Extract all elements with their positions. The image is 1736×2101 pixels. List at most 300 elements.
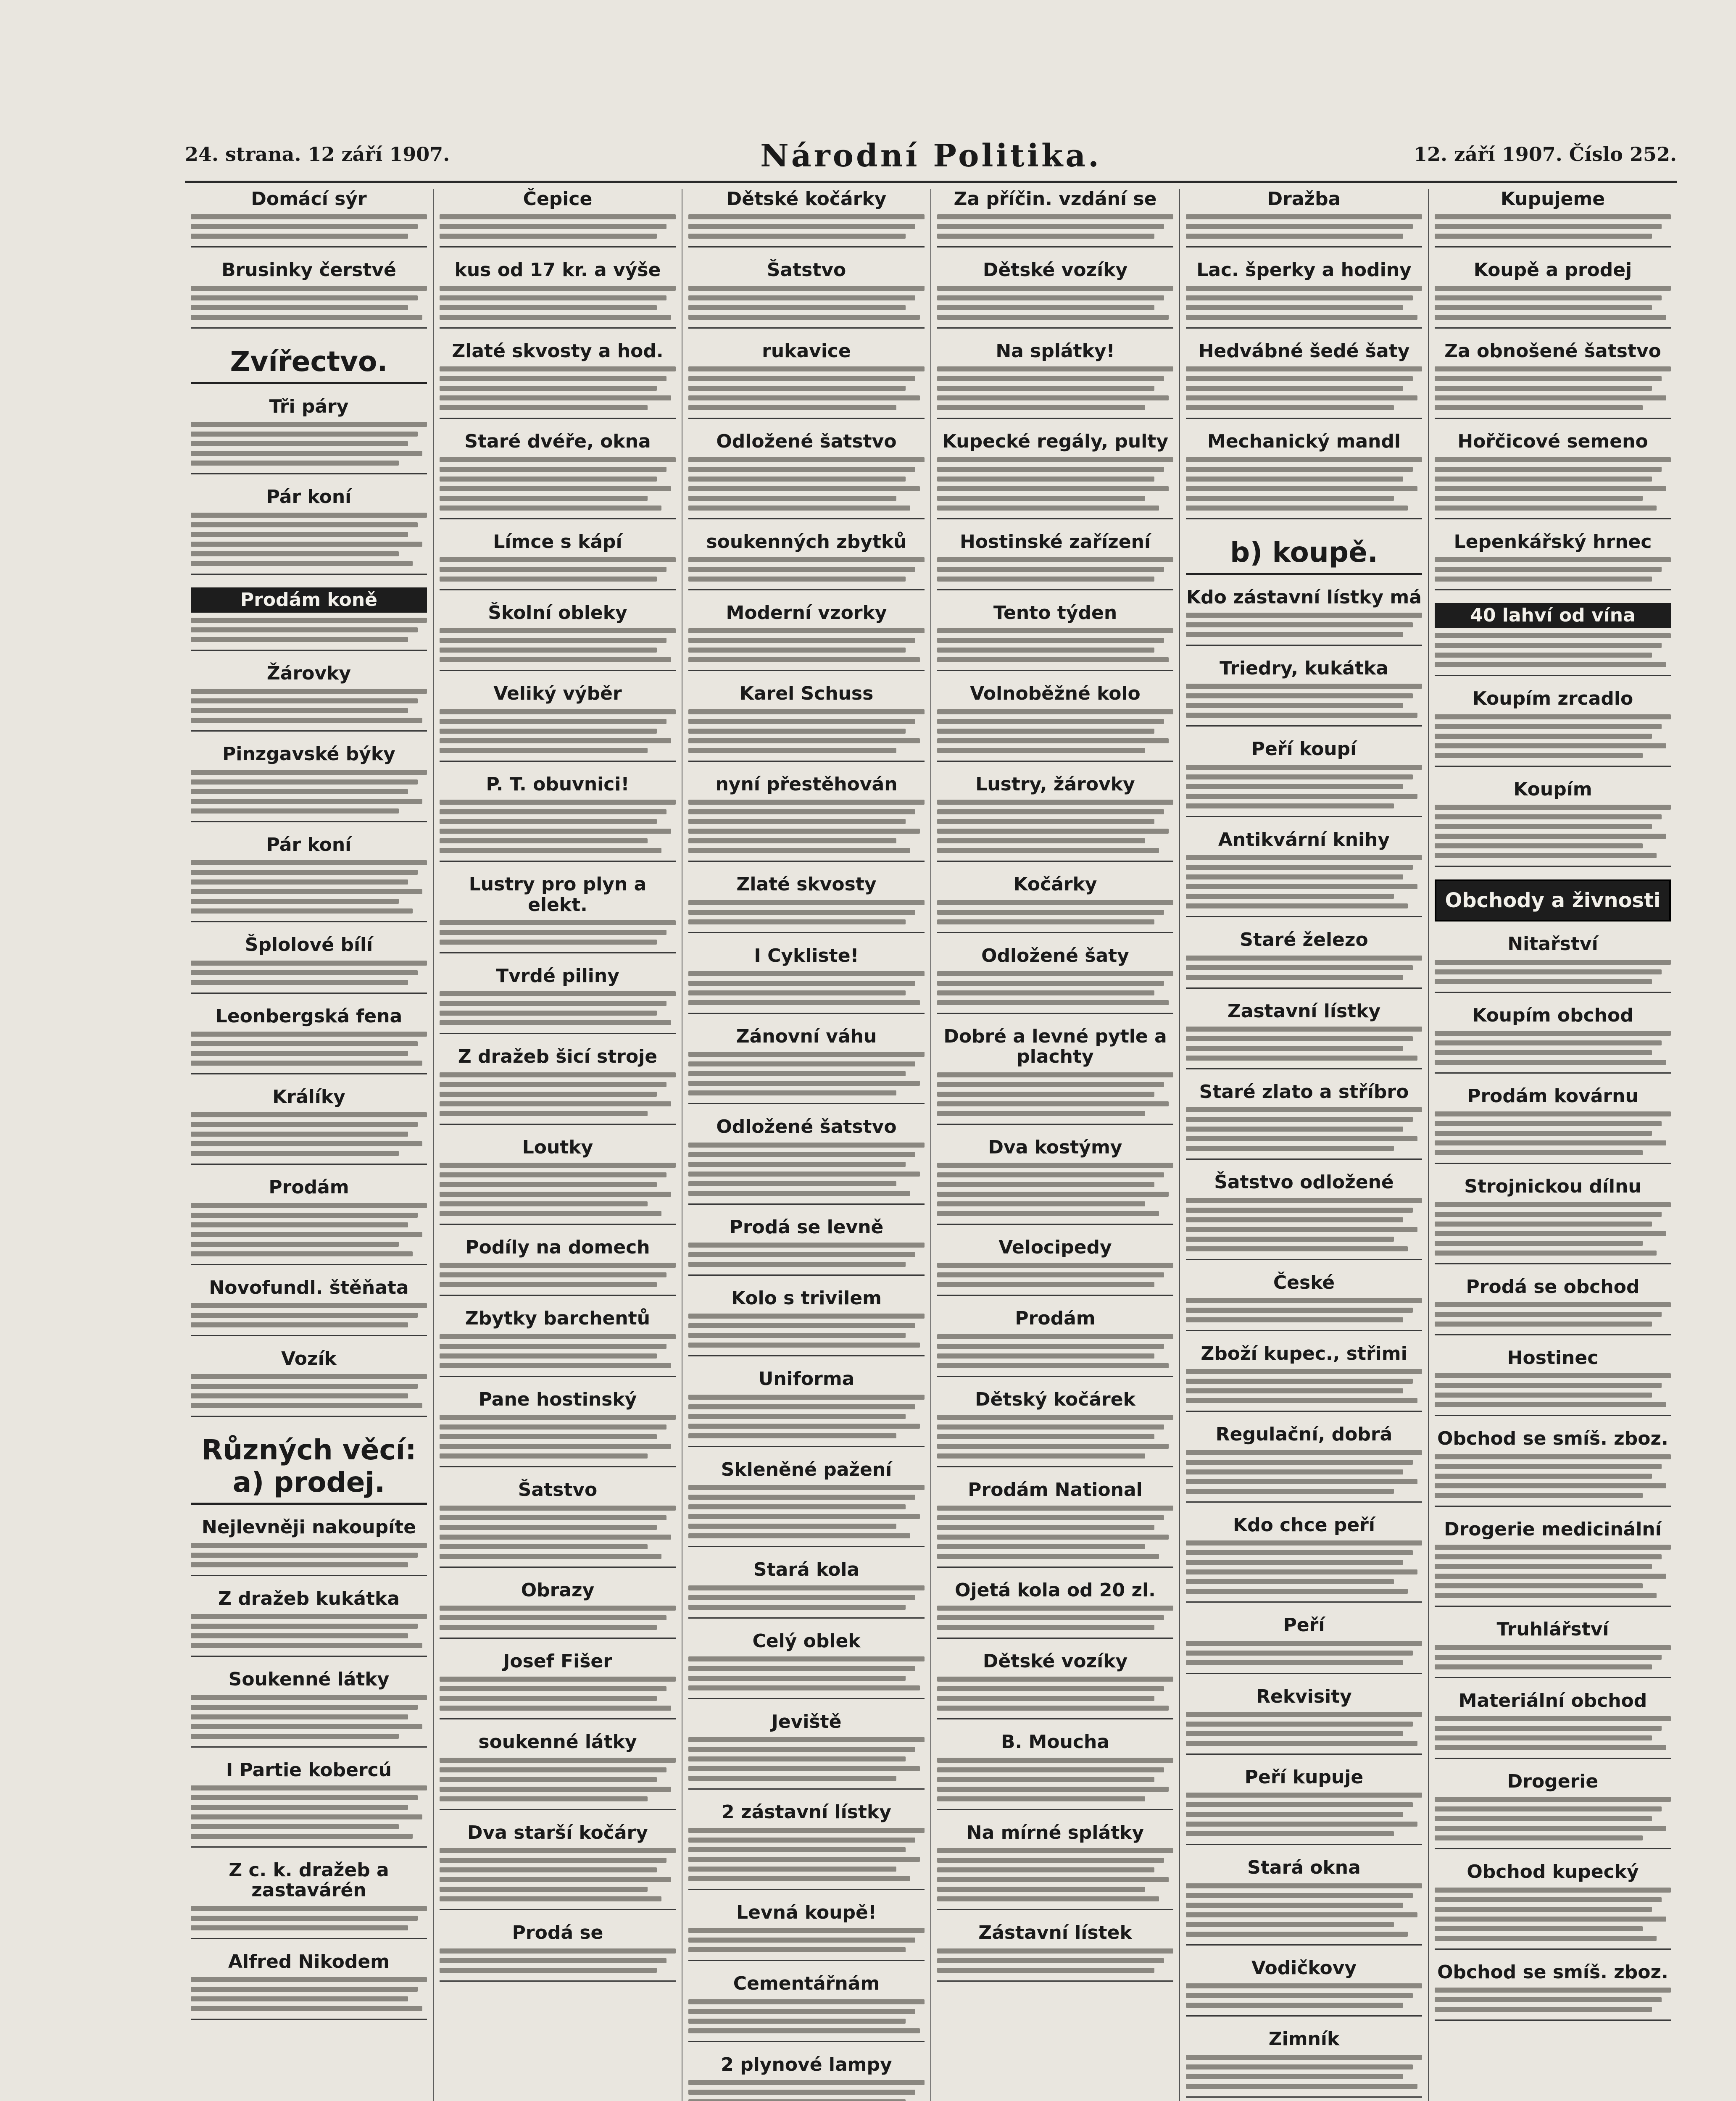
text-line xyxy=(1435,1111,1671,1116)
text-line xyxy=(440,1767,666,1772)
text-line xyxy=(1186,1540,1422,1545)
text-line xyxy=(688,557,925,562)
column-2 xyxy=(433,189,682,2101)
ad-text-lines xyxy=(191,1303,427,1327)
text-line xyxy=(440,657,671,662)
text-line xyxy=(1435,1664,1652,1669)
ad-text-lines xyxy=(440,286,676,320)
text-line xyxy=(1435,979,1652,984)
text-line xyxy=(191,789,408,794)
text-line xyxy=(1186,286,1422,291)
classified-ad xyxy=(191,260,427,328)
text-line xyxy=(937,1677,1173,1682)
text-line xyxy=(440,1848,676,1853)
classified-ad xyxy=(688,1027,925,1104)
text-line xyxy=(191,441,408,446)
ad-text-lines xyxy=(440,457,676,511)
text-line xyxy=(937,800,1173,805)
ad-text-lines xyxy=(1435,286,1671,320)
ad-text-lines xyxy=(688,709,925,753)
text-line xyxy=(440,1082,666,1087)
text-line xyxy=(1186,1793,1422,1798)
text-line xyxy=(440,1535,671,1540)
text-line xyxy=(1435,506,1657,511)
text-line xyxy=(191,1041,418,1046)
column-6 xyxy=(1428,189,1677,2101)
classified-ad xyxy=(191,1517,427,1576)
text-line xyxy=(937,1182,1154,1187)
text-line xyxy=(688,910,915,915)
text-line xyxy=(688,467,915,472)
text-line xyxy=(937,366,1173,371)
ad-heading: Koupím obchod xyxy=(1472,1004,1633,1026)
classified-ad xyxy=(1435,1086,1671,1164)
classified-ad xyxy=(191,1860,427,1939)
text-line xyxy=(688,638,915,643)
text-line xyxy=(1186,774,1413,779)
classified-ad xyxy=(688,1974,925,2042)
ad-text-lines xyxy=(440,991,676,1025)
text-line xyxy=(937,1544,1145,1549)
text-line xyxy=(688,2019,906,2024)
text-line xyxy=(191,698,418,703)
text-line xyxy=(1186,1308,1413,1313)
ad-text-lines xyxy=(1435,1716,1671,1750)
text-line xyxy=(1435,1907,1652,1912)
ad-text-lines xyxy=(440,1848,676,1901)
text-line xyxy=(440,214,676,219)
text-line xyxy=(688,1424,920,1429)
text-line xyxy=(440,1515,666,1520)
classified-ad xyxy=(1435,1772,1671,1849)
text-line xyxy=(688,2028,920,2033)
text-line xyxy=(937,315,1169,320)
ad-heading: nyní přestěhován xyxy=(715,773,898,795)
text-line xyxy=(937,1334,1173,1339)
text-line xyxy=(1435,643,1662,648)
ad-heading: Truhlářství xyxy=(1496,1619,1609,1640)
text-line xyxy=(440,1424,666,1430)
text-line xyxy=(937,1506,1173,1511)
text-line xyxy=(688,1928,925,1933)
classified-ad xyxy=(440,189,676,247)
text-line xyxy=(1186,2074,1403,2079)
text-line xyxy=(688,800,925,805)
ad-heading: Kdo zástavní lístky má xyxy=(1186,586,1422,608)
text-line xyxy=(1435,295,1662,300)
classified-ad xyxy=(937,774,1173,862)
ad-heading: Zastavní lístky xyxy=(1227,1000,1381,1022)
text-line xyxy=(1435,567,1662,572)
ad-text-lines xyxy=(191,1614,427,1648)
classified-ad xyxy=(688,341,925,419)
text-line xyxy=(1186,632,1403,637)
text-line xyxy=(937,1000,1169,1005)
text-line xyxy=(1435,843,1643,848)
ad-heading: B. Moucha xyxy=(1001,1731,1109,1753)
text-line xyxy=(440,1777,657,1782)
text-line xyxy=(191,879,408,885)
text-line xyxy=(688,1514,920,1519)
ad-text-lines xyxy=(1186,457,1422,511)
classified-ad xyxy=(440,1923,676,1981)
text-line xyxy=(1186,1802,1413,1807)
ad-text-lines xyxy=(937,900,1173,924)
text-line xyxy=(688,709,925,714)
ad-text-lines xyxy=(1186,1712,1422,1746)
text-line xyxy=(440,557,676,562)
text-line xyxy=(191,1403,422,1408)
text-line xyxy=(937,305,1154,310)
text-line xyxy=(191,1232,422,1237)
ad-heading: Odložené šaty xyxy=(981,945,1129,966)
text-line xyxy=(937,900,1173,905)
text-line xyxy=(191,1624,418,1629)
ad-text-lines xyxy=(1435,214,1671,239)
text-line xyxy=(937,1424,1164,1430)
text-line xyxy=(191,1695,427,1700)
text-line xyxy=(1435,366,1671,371)
ad-text-lines xyxy=(440,628,676,662)
text-line xyxy=(937,1272,1164,1277)
ad-text-lines xyxy=(937,1848,1173,1901)
ad-text-lines xyxy=(440,1163,676,1216)
text-line xyxy=(688,486,920,491)
classified-ad xyxy=(688,1631,925,1699)
text-line xyxy=(191,870,418,875)
text-line xyxy=(440,991,676,996)
text-line xyxy=(688,1999,925,2004)
text-line xyxy=(1186,1712,1422,1717)
text-line xyxy=(1186,1227,1417,1232)
text-line xyxy=(937,648,1154,653)
text-line xyxy=(1435,1031,1671,1036)
text-line xyxy=(191,1795,418,1800)
ad-heading: Peří kupuje xyxy=(1244,1767,1364,1788)
text-line xyxy=(1435,1483,1666,1488)
text-line xyxy=(191,513,427,518)
ad-heading: Drogerie xyxy=(1507,1771,1599,1793)
text-line xyxy=(937,1777,1154,1782)
text-line xyxy=(1186,1579,1394,1584)
text-line xyxy=(937,405,1145,410)
text-line xyxy=(1435,743,1666,748)
classified-ad xyxy=(688,1369,925,1447)
text-line xyxy=(688,848,910,853)
ad-heading: Prodám xyxy=(1015,1308,1096,1330)
text-line xyxy=(1186,1660,1403,1665)
ad-heading: Na mírné splátky xyxy=(966,1822,1144,1843)
ad-text-lines xyxy=(191,860,427,914)
ad-text-lines xyxy=(1435,1031,1671,1065)
text-line xyxy=(1186,1922,1394,1927)
text-line xyxy=(191,522,418,527)
text-line xyxy=(1186,1117,1413,1122)
text-line xyxy=(440,819,657,824)
ad-text-lines xyxy=(688,1143,925,1196)
text-line xyxy=(937,477,1154,482)
ad-heading: Celý oblek xyxy=(752,1630,861,1652)
classified-ad xyxy=(1435,341,1671,419)
ad-heading: Alfred Nikodem xyxy=(228,1951,390,1972)
classified-ad xyxy=(1186,830,1422,917)
classified-ad xyxy=(688,874,925,933)
text-line xyxy=(937,506,1159,511)
text-line xyxy=(688,1090,896,1095)
text-line xyxy=(1435,714,1671,719)
text-line xyxy=(1435,734,1652,739)
text-line xyxy=(440,386,657,391)
text-line xyxy=(1435,496,1643,501)
text-line xyxy=(440,1948,676,1954)
text-line xyxy=(937,234,1154,239)
text-line xyxy=(1435,1835,1643,1840)
ad-heading: Odložené šatstvo xyxy=(716,431,897,453)
text-line xyxy=(1186,1479,1417,1484)
text-line xyxy=(440,1968,657,1973)
ad-text-lines xyxy=(1435,557,1671,582)
text-line xyxy=(1186,613,1422,618)
ad-heading: Vozík xyxy=(281,1348,337,1370)
ad-text-lines xyxy=(1186,2055,1422,2089)
text-line xyxy=(688,1252,915,1257)
classified-columns xyxy=(185,189,1677,2101)
text-line xyxy=(440,638,666,643)
text-line xyxy=(688,628,925,633)
text-line xyxy=(440,920,676,925)
text-line xyxy=(440,286,676,291)
text-line xyxy=(191,1393,408,1398)
text-line xyxy=(1435,1888,1671,1893)
text-line xyxy=(440,1415,676,1420)
text-line xyxy=(688,1061,915,1066)
ad-heading: Soukenné látky xyxy=(228,1669,390,1690)
text-line xyxy=(937,1434,1154,1439)
text-line xyxy=(1435,969,1662,974)
text-line xyxy=(688,315,920,320)
text-line xyxy=(688,1938,915,1943)
classified-ad xyxy=(191,397,427,474)
text-line xyxy=(191,689,427,694)
ad-heading: Koupím xyxy=(1513,778,1592,800)
ad-text-lines xyxy=(1186,765,1422,808)
text-line xyxy=(1186,2084,1417,2089)
ad-heading: Levná koupě! xyxy=(736,1901,877,1923)
text-line xyxy=(688,1857,920,1862)
ad-heading: Na splátky! xyxy=(996,340,1115,362)
ad-heading: P. T. obuvnici! xyxy=(486,773,630,795)
text-line xyxy=(440,930,666,935)
classified-ad xyxy=(937,260,1173,328)
text-line xyxy=(937,1344,1164,1349)
ad-text-lines xyxy=(440,1506,676,1559)
ad-text-lines xyxy=(1435,960,1671,984)
text-line xyxy=(1435,1593,1657,1598)
text-line xyxy=(1435,1936,1657,1941)
classified-ad xyxy=(1435,689,1671,766)
ad-heading: Mechanický mandl xyxy=(1207,431,1401,453)
text-line xyxy=(1186,395,1417,400)
ad-heading: Podíly na domech xyxy=(465,1237,650,1258)
text-line xyxy=(191,1384,418,1389)
ad-text-lines xyxy=(191,1032,427,1066)
text-line xyxy=(440,1020,671,1025)
ad-heading: Žárovky xyxy=(266,662,351,684)
ad-heading: Šplolové bílí xyxy=(245,934,373,956)
text-line xyxy=(937,1282,1154,1287)
ad-text-lines xyxy=(937,366,1173,410)
text-line xyxy=(1435,214,1671,219)
text-line xyxy=(191,1313,418,1318)
text-line xyxy=(191,1977,427,1982)
newspaper-title: Národní Politika. xyxy=(760,138,1101,174)
classified-ad xyxy=(1186,1344,1422,1412)
text-line xyxy=(937,557,1173,562)
text-line xyxy=(191,1814,422,1819)
classified-ad xyxy=(1186,739,1422,817)
ad-heading: Za obnošené šatstvo xyxy=(1444,340,1661,362)
classified-ad xyxy=(688,1460,925,1547)
ad-heading: Nitařství xyxy=(1507,933,1598,955)
classified-ad xyxy=(440,966,676,1034)
text-line xyxy=(1186,1136,1417,1141)
ad-heading: Triedry, kukátka xyxy=(1220,657,1388,679)
classified-ad xyxy=(688,1560,925,1618)
classified-ad xyxy=(440,532,676,590)
ad-heading: Domácí sýr xyxy=(251,188,367,210)
classified-ad xyxy=(1186,432,1422,519)
classified-ad xyxy=(1435,1691,1671,1759)
ad-heading: Lepenkářský hrnec xyxy=(1454,531,1652,553)
text-line xyxy=(440,1758,676,1763)
text-line xyxy=(688,1666,915,1671)
classified-ad xyxy=(1186,1082,1422,1160)
text-line xyxy=(1435,653,1652,658)
ad-heading: Prodám koně xyxy=(191,587,427,613)
text-line xyxy=(937,1101,1169,1106)
text-line xyxy=(937,1787,1169,1792)
text-line xyxy=(1435,457,1671,462)
text-line xyxy=(1186,457,1422,462)
text-line xyxy=(440,1696,657,1701)
text-line xyxy=(440,366,676,371)
text-line xyxy=(688,1395,925,1400)
text-line xyxy=(1435,805,1671,810)
ad-heading: Zástavní lístek xyxy=(978,1922,1132,1944)
ad-text-lines xyxy=(688,1485,925,1538)
ad-text-lines xyxy=(1186,366,1422,410)
text-line xyxy=(937,628,1173,633)
text-line xyxy=(688,1747,915,1752)
ad-text-lines xyxy=(937,1163,1173,1216)
ad-heading: Kdo chce peří xyxy=(1233,1514,1375,1536)
text-line xyxy=(440,1263,676,1268)
text-line xyxy=(1186,467,1413,472)
text-line xyxy=(191,542,422,547)
ad-heading: Strojnickou dílnu xyxy=(1464,1176,1641,1198)
ad-text-lines xyxy=(688,1395,925,1438)
text-line xyxy=(688,1867,896,1872)
classified-ad xyxy=(440,432,676,519)
ad-heading: Pár koní xyxy=(266,834,352,856)
text-line xyxy=(191,1151,399,1156)
text-line xyxy=(191,1916,418,1921)
text-line xyxy=(1186,1893,1413,1898)
text-line xyxy=(1186,1651,1413,1656)
text-line xyxy=(937,1444,1169,1449)
ad-text-lines xyxy=(937,1263,1173,1287)
text-line xyxy=(191,889,422,894)
text-line xyxy=(1186,874,1403,879)
text-line xyxy=(1435,1655,1662,1660)
classified-ad xyxy=(1186,189,1422,247)
text-line xyxy=(440,729,657,734)
text-line xyxy=(688,1876,910,1881)
text-line xyxy=(1435,1040,1662,1045)
classified-ad xyxy=(440,1480,676,1567)
ad-text-lines xyxy=(1186,1540,1422,1594)
text-line xyxy=(688,395,920,400)
text-line xyxy=(1186,855,1422,860)
text-line xyxy=(440,577,657,582)
text-line xyxy=(1435,1322,1652,1327)
classified-ad xyxy=(937,874,1173,933)
text-line xyxy=(191,2006,422,2011)
text-line xyxy=(1186,1831,1394,1836)
text-line xyxy=(688,981,915,986)
text-line xyxy=(688,2090,915,2095)
text-line xyxy=(1435,486,1666,491)
text-line xyxy=(1186,1932,1408,1937)
ad-text-lines xyxy=(1186,956,1422,980)
ad-heading: České xyxy=(1273,1272,1335,1293)
ad-heading: Moderní vzorky xyxy=(726,602,887,624)
text-line xyxy=(440,1363,671,1368)
classified-ad xyxy=(937,432,1173,519)
ad-heading: Hořčicové semeno xyxy=(1457,431,1648,453)
text-line xyxy=(1186,965,1413,970)
text-line xyxy=(440,1453,648,1459)
classified-ad xyxy=(191,744,427,822)
text-line xyxy=(688,477,906,482)
text-line xyxy=(937,729,1154,734)
classified-ad xyxy=(1435,1006,1671,1074)
ad-text-lines xyxy=(1435,1988,1671,2012)
classified-ad xyxy=(937,1651,1173,1719)
text-line xyxy=(937,295,1164,300)
classified-ad xyxy=(1186,1615,1422,1674)
ad-text-lines xyxy=(688,557,925,582)
text-line xyxy=(1435,1454,1671,1459)
text-line xyxy=(1186,486,1417,491)
ad-heading: Prodá se levně xyxy=(729,1216,884,1238)
text-line xyxy=(937,567,1164,572)
text-line xyxy=(1435,1373,1671,1378)
text-line xyxy=(440,628,676,633)
text-line xyxy=(1435,662,1666,667)
text-line xyxy=(1435,1131,1652,1136)
ad-heading: Lac. šperky a hodiny xyxy=(1196,259,1412,281)
ad-heading: Ojetá kola od 20 zl. xyxy=(955,1579,1156,1601)
text-line xyxy=(440,1554,661,1559)
ad-text-lines xyxy=(191,689,427,723)
classified-ad xyxy=(1186,1858,1422,1945)
text-line xyxy=(191,1374,427,1379)
ad-text-lines xyxy=(937,1606,1173,1630)
text-line xyxy=(1186,1398,1417,1403)
ad-text-lines xyxy=(440,1758,676,1801)
text-line xyxy=(1435,1464,1662,1469)
